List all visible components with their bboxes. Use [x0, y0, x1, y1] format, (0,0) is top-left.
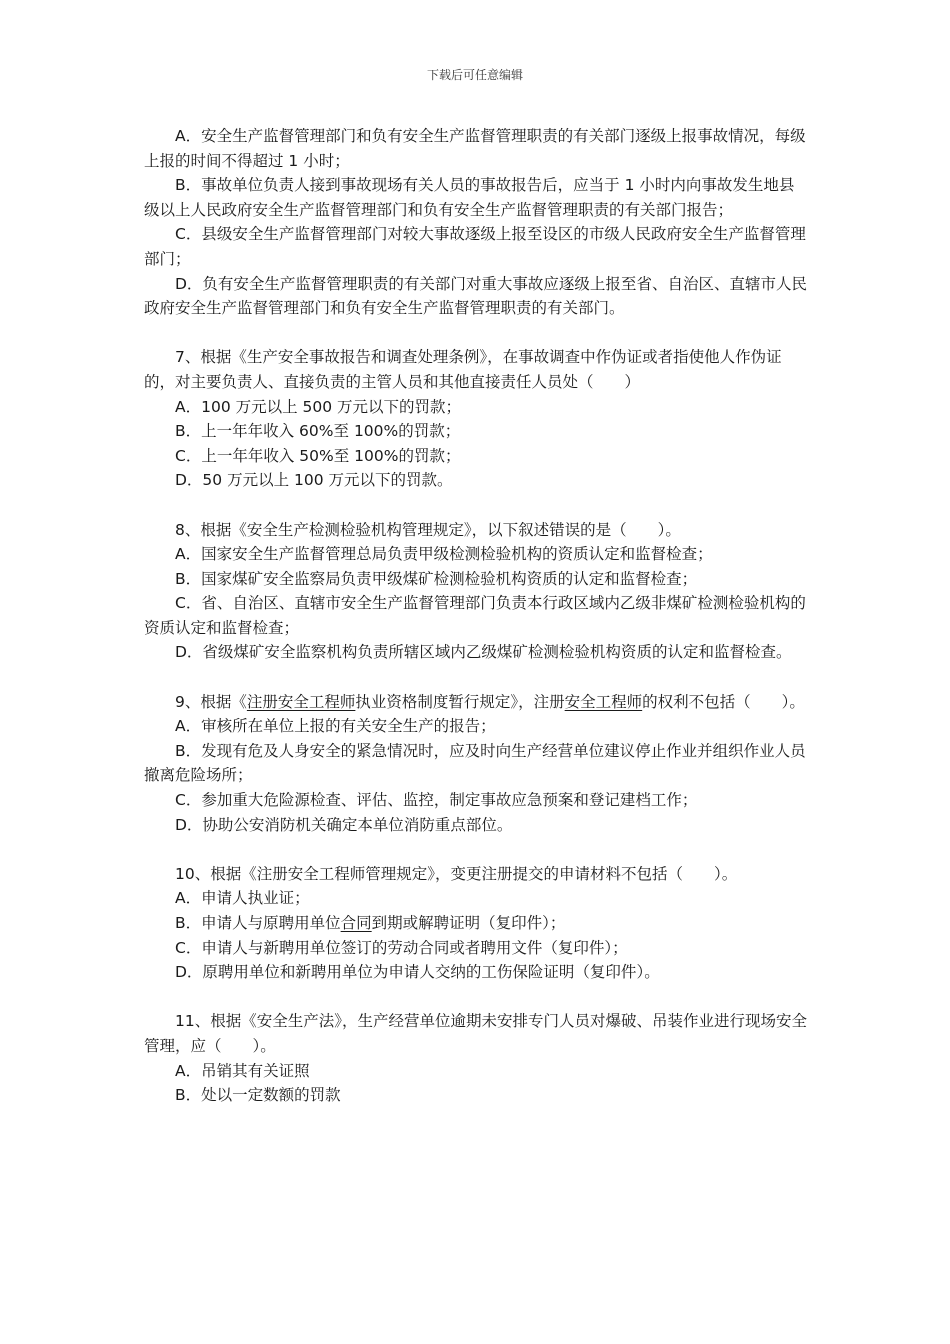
question-9 [144, 690, 809, 838]
page-header: 下载后可任意编辑 [426, 68, 523, 82]
q8-stem: 8、根据《安全生产检测检验机构管理规定》，以下叙述错误的是（ ）。 [175, 520, 681, 539]
q11-stem: 11、根据《安全生产法》，生产经营单位逾期未安排专门人员对爆破、吊装作业进行现场安全管理，应（ ）。 [144, 1012, 807, 1055]
q11-option-b: B．处以一定数额的罚款 [175, 1086, 341, 1105]
q7-stem: 7、根据《生产安全事故报告和调查处理条例》，在事故调查中作伪证或者指使他人作伪证的，对主要负责人、直接负责的主管人员和其他直接责任人员处（ ） [144, 348, 782, 391]
question-7 [144, 345, 809, 493]
spacer [144, 321, 809, 346]
q7-option-a: A．100 万元以上 500 万元以下的罚款； [175, 397, 462, 416]
q7-option-c: C．上一年年收入 50%至 100%的罚款； [175, 446, 461, 465]
q9-underlined-term: 安全工程师 [564, 692, 643, 711]
q6-option-c: C．县级安全生产监督管理部门对较大事故逐级上报至设区的市级人民政府安全生产监督管理部门； [144, 225, 806, 268]
q9-option-d: D．协助公安消防机关确定本单位消防重点部位。 [175, 815, 513, 834]
spacer [144, 837, 809, 862]
question-8 [144, 518, 809, 666]
q10-option-b [144, 911, 809, 936]
q10-underlined-term: 合同 [340, 914, 372, 932]
q9-underlined-term: 注册安全工程师 [246, 692, 356, 711]
q10-stem: 10、根据《注册安全工程师管理规定》，变更注册提交的申请材料不包括（ ）。 [175, 864, 738, 883]
q9-stem-part: 9、根据《 [175, 692, 247, 711]
q9-stem [144, 690, 809, 715]
q7-option-b: B．上一年年收入 60%至 100%的罚款； [175, 422, 461, 441]
q6-option-d: D．负有安全生产监督管理职责的有关部门对重大事故应逐级上报至省、自治区、直辖市人民政府安全生产监督管理部门和负有安全生产监督管理职责的有关部门。 [144, 274, 807, 318]
q9-option-b: B．发现有危及人身安全的紧急情况时，应及时向生产经营单位建议停止作业并组织作业人员撤离危险场所； [144, 741, 806, 785]
q8-option-b: B．国家煤矿安全监察局负责甲级煤矿检测检验机构资质的认定和监督检查； [175, 569, 698, 588]
q7-option-d: D．50 万元以上 100 万元以下的罚款。 [175, 471, 453, 490]
q8-option-a: A．国家安全生产监督管理总局负责甲级检测检验机构的资质认定和监督检查； [175, 545, 713, 564]
q10-option-c: C．申请人与新聘用单位签订的劳动合同或者聘用文件（复印件）； [175, 938, 628, 957]
question-10 [144, 862, 809, 985]
question-6-options [144, 124, 809, 321]
document-body [144, 124, 809, 1108]
q9-option-c: C．参加重大危险源检查、评估、监控，制定事故应急预案和登记建档工作； [175, 791, 698, 810]
q9-stem-part: 的权利不包括（ ）。 [642, 692, 805, 711]
q6-option-a: A．安全生产监督管理部门和负有安全生产监督管理职责的有关部门逐级上报事故情况，每级上报的时间不得超过 1 小时； [144, 127, 806, 170]
question-11 [144, 1009, 809, 1107]
q10-option-b-part: 到期或解聘证明（复印件）； [371, 914, 566, 932]
q10-option-a: A．申请人执业证； [175, 889, 310, 908]
spacer [144, 665, 809, 690]
q9-option-a: A．审核所在单位上报的有关安全生产的报告； [175, 717, 496, 736]
q6-option-b: B．事故单位负责人接到事故现场有关人员的事故报告后，应当于 1 小时内向事故发生地县级以上人民政府安全生产监督管理部门和负有安全生产监督管理职责的有关部门报告； [144, 176, 795, 219]
q8-option-c: C．省、自治区、直辖市安全生产监督管理部门负责本行政区域内乙级非煤矿检测检验机构的资质认定和监督检查； [144, 594, 806, 637]
q11-option-a: A．吊销其有关证照 [175, 1061, 310, 1080]
q9-stem-part: 执业资格制度暂行规定》，注册 [355, 692, 565, 711]
spacer [144, 985, 809, 1010]
q10-option-d: D．原聘用单位和新聘用单位为申请人交纳的工伤保险证明（复印件）。 [175, 963, 660, 982]
q8-option-d: D．省级煤矿安全监察机构负责所辖区域内乙级煤矿检测检验机构资质的认定和监督检查。 [175, 643, 792, 662]
q10-option-b-part: B．申请人与原聘用单位 [175, 914, 341, 932]
spacer [144, 493, 809, 518]
